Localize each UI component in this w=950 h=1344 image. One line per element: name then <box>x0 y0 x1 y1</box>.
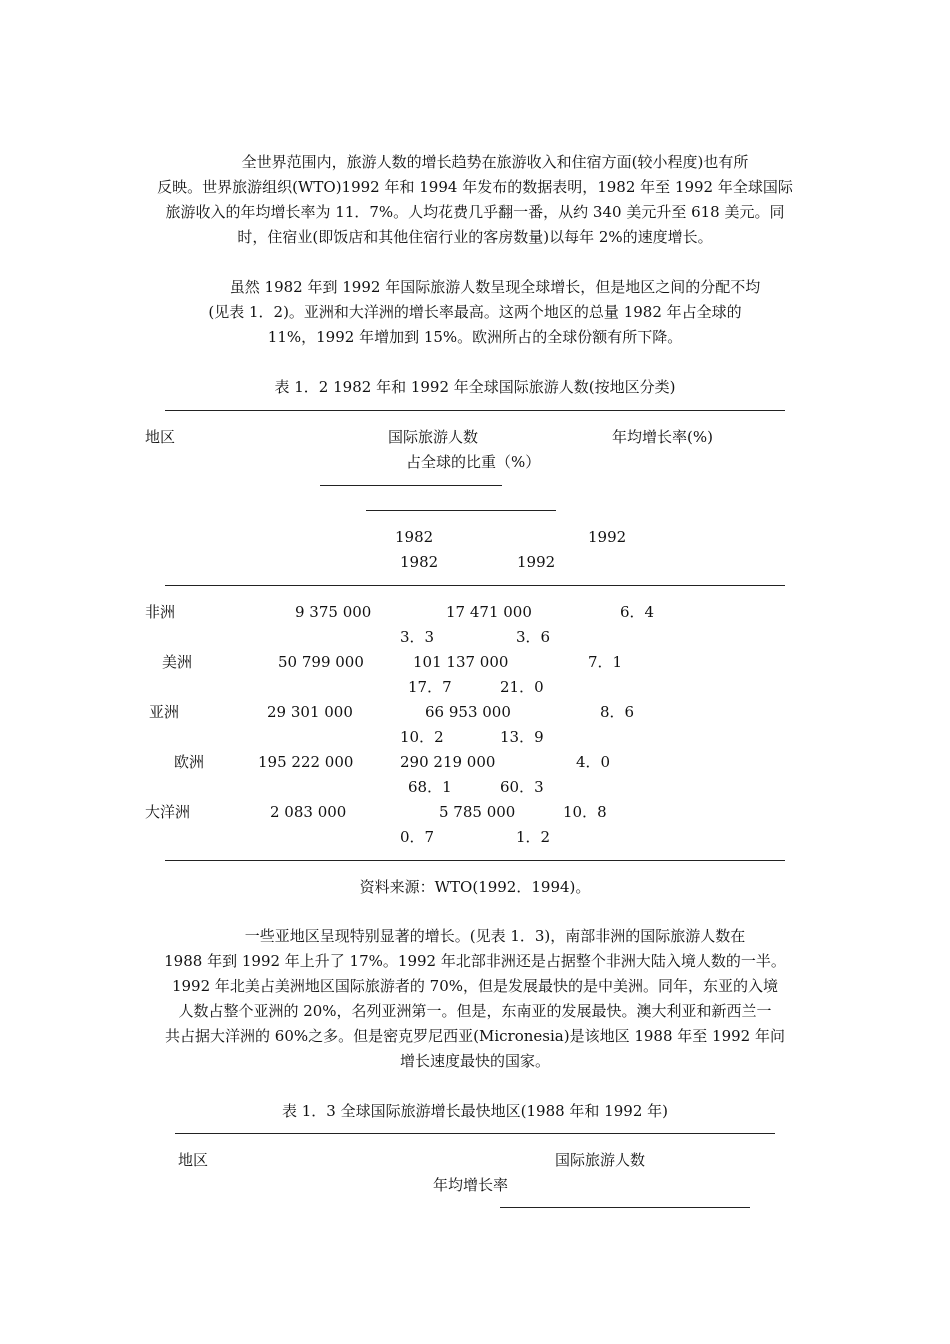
header-growth: 年均增长率(%) <box>612 428 713 446</box>
row-growth: 7．1 <box>588 653 623 671</box>
header-share-1982: 1982 <box>400 553 439 571</box>
row-region: 非洲 <box>145 603 176 621</box>
header-arrivals: 国际旅游人数 <box>555 1151 646 1169</box>
row-region: 美洲 <box>162 653 193 671</box>
row-region: 大洋洲 <box>145 803 191 821</box>
paragraph-line: 全世界范围内，旅游人数的增长趋势在旅游收入和住宿方面(较小程度)也有所 <box>241 153 749 171</box>
row-arrivals-1992: 290 219 000 <box>400 753 496 771</box>
row-arrivals-1992: 17 471 000 <box>446 603 532 621</box>
table-top-rule <box>175 1133 775 1134</box>
row-arrivals-1992: 101 137 000 <box>413 653 509 671</box>
row-growth: 6．4 <box>620 603 655 621</box>
paragraph-line: 人数占整个亚洲的 20%，名列亚洲第一。但是，东南亚的发展最快。澳大利亚和新西兰一 <box>178 1002 772 1020</box>
table-caption: 表 1．2 1982 年和 1992 年全球国际旅游人数(按地区分类) <box>274 378 676 396</box>
row-share-1982: 68．1 <box>408 778 452 796</box>
paragraph-line: 共占据大洋洲的 60%之多。但是密克罗尼西亚(Micronesia)是该地区 1988 年至 1992 年问 <box>165 1027 785 1045</box>
header-subrule-share <box>366 510 556 511</box>
paragraph-line: 虽然 1982 年到 1992 年国际旅游人数呈现全球增长，但是地区之间的分配不均 <box>229 278 761 296</box>
row-share-1982: 0．7 <box>400 828 435 846</box>
table-caption: 表 1．3 全球国际旅游增长最快地区(1988 年和 1992 年) <box>282 1102 668 1120</box>
row-arrivals-1992: 5 785 000 <box>439 803 516 821</box>
header-arrivals: 国际旅游人数 <box>388 428 479 446</box>
row-share-1992: 3．6 <box>516 628 551 646</box>
header-growth: 年均增长率 <box>433 1176 509 1194</box>
row-arrivals-1992: 66 953 000 <box>425 703 511 721</box>
row-arrivals-1982: 29 301 000 <box>267 703 353 721</box>
paragraph-line: 一些亚地区呈现特别显著的增长。(见表 1．3)，南部非洲的国际旅游人数在 <box>244 927 746 945</box>
header-region: 地区 <box>178 1151 209 1169</box>
header-year-1992: 1992 <box>588 528 627 546</box>
row-arrivals-1982: 195 222 000 <box>258 753 354 771</box>
row-region: 欧洲 <box>174 753 205 771</box>
row-growth: 8．6 <box>600 703 635 721</box>
row-share-1992: 21．0 <box>500 678 544 696</box>
header-share: 占全球的比重（%） <box>406 453 541 471</box>
row-share-1982: 10．2 <box>400 728 444 746</box>
row-share-1982: 3．3 <box>400 628 435 646</box>
paragraph-line: 增长速度最快的国家。 <box>399 1052 550 1070</box>
row-arrivals-1982: 9 375 000 <box>295 603 372 621</box>
paragraph-line: (见表 1．2)。亚洲和大洋洲的增长率最高。这两个地区的总量 1982 年占全球的 <box>208 303 742 321</box>
header-region: 地区 <box>145 428 176 446</box>
paragraph-line: 11%，1992 年增加到 15%。欧洲所占的全球份额有所下降。 <box>267 328 683 346</box>
header-share-1992: 1992 <box>517 553 556 571</box>
paragraph-line: 旅游收入的年均增长率为 11．7%。人均花费几乎翻一番，从约 340 美元升至 618 美元。同 <box>165 203 785 221</box>
paragraph-line: 反映。世界旅游组织(WTO)1992 年和 1994 年发布的数据表明，1982 年至 1992 年全球国际 <box>157 178 793 196</box>
row-arrivals-1982: 50 799 000 <box>278 653 364 671</box>
paragraph-line: 1988 年到 1992 年上升了 17%。1992 年北部非洲还是占据整个非洲大陆入境人数的一半。 <box>164 952 786 970</box>
row-region: 亚洲 <box>149 703 180 721</box>
row-growth: 4．0 <box>576 753 611 771</box>
row-share-1992: 1．2 <box>516 828 551 846</box>
row-growth: 10．8 <box>563 803 607 821</box>
header-subrule <box>500 1207 750 1208</box>
header-subrule-arrivals <box>320 485 502 486</box>
row-share-1992: 13．9 <box>500 728 544 746</box>
paragraph-line: 1992 年北美占美洲地区国际旅游者的 70%，但是发展最快的是中美洲。同年，东亚的入境 <box>171 977 779 995</box>
row-share-1992: 60．3 <box>500 778 544 796</box>
paragraph-line: 时，住宿业(即饭店和其他住宿行业的客房数量)以每年 2%的速度增长。 <box>237 228 713 246</box>
header-year-1982: 1982 <box>395 528 434 546</box>
table-bottom-rule <box>165 860 785 861</box>
row-arrivals-1982: 2 083 000 <box>270 803 347 821</box>
row-share-1982: 17．7 <box>408 678 452 696</box>
table-source: 资料来源：WTO(1992．1994)。 <box>359 878 591 896</box>
table-top-rule <box>165 410 785 411</box>
header-bottom-rule <box>165 585 785 586</box>
